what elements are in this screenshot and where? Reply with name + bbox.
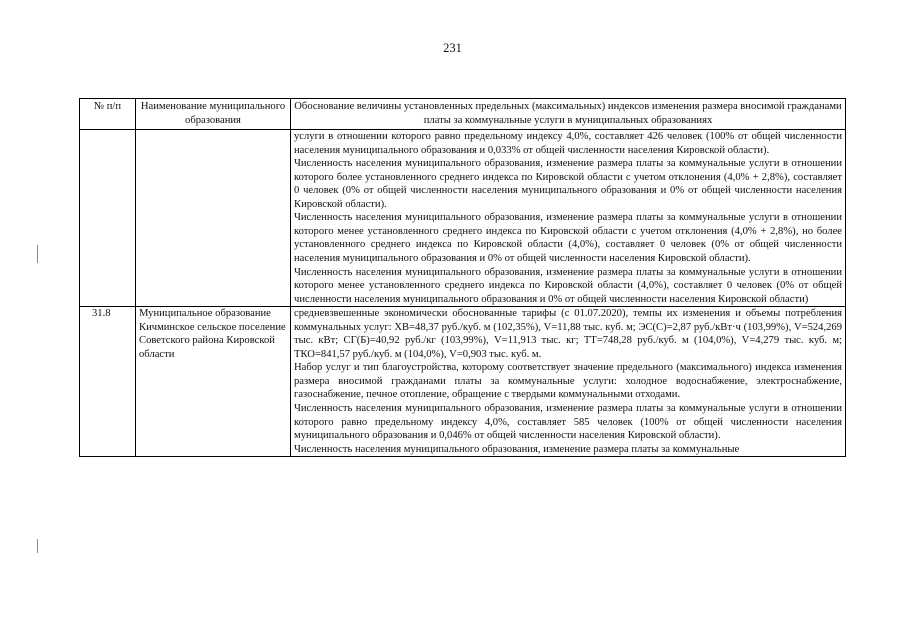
row-justification <box>291 307 846 457</box>
header-name: Наименование муниципального образования <box>136 99 291 130</box>
row-name <box>136 130 291 307</box>
margin-mark-top <box>37 245 38 263</box>
justification-paragraph: средневзвешенные экономически обоснованные тарифы (с 01.07.2020), темпы их изменения и объемы потребления коммунальных услуг: ХВ=48,37 руб./куб. м (102,35%), V=11,88 тыс. куб. м; ЭС(С)=2,87 руб./кВт·ч (103,99%), V=524,269 тыс. кВт; СГ(Б)=40,92 руб./кг (103,99%), V=11,913 тыс. кг; ТТ=748,28 руб./куб. м (104,0%), V=4,279 тыс. куб. м; ТКО=841,57 руб./куб. м (104,0%), V=0,903 тыс. куб. м. <box>294 308 842 360</box>
header-justification: Обоснование величины установленных предельных (максимальных) индексов изменения размера вносимой гражданами платы за коммунальные услуги в муниципальных образованиях <box>291 99 846 130</box>
justification-paragraph: Численность населения муниципального образования, изменение размера платы за коммунальные услуги в отношении которого более установленного среднего индекса по Кировской области с учетом отклонения (4,0% + 2,8%), составляет 0 человек (0% от общей численности населения муниципального образования и 0% от общей численности населения Кировской области). <box>294 158 842 210</box>
justification-paragraph: услуги в отношении которого равно предельному индексу 4,0%, составляет 426 человек (100% от общей численности населения муниципального образования и 0,033% от общей численности населения Кировской области). <box>294 131 842 156</box>
page-number: 231 <box>443 41 462 55</box>
row-name: Муниципальное образование Кичминское сельское поселение Советского района Кировской области <box>136 307 291 457</box>
justification-paragraph: Численность населения муниципального образования, изменение размера платы за коммунальные услуги в отношении которого менее установленного среднего индекса по Кировской области с учетом отклонения (4,0% + 2,8%), но более установленного среднего индекса по Кировской области (4,0%), составляет 0 человек (0% от общей численности населения муниципального образования и 0% от общей численности населения Кировской области). <box>294 212 842 265</box>
margin-mark-bottom <box>37 539 38 553</box>
row-num <box>80 130 136 307</box>
table-row <box>80 130 846 307</box>
header-num: № п/п <box>80 99 136 130</box>
row-justification <box>291 130 846 307</box>
table-header-row <box>80 99 846 130</box>
justification-paragraph: Набор услуг и тип благоустройства, которому соответствует значение предельного (максимального) индекса изменения размера вносимой гражданами платы за коммунальные услуги: холодное водоснабжение, электроснабжение, газоснабжение, печное отопление, обращение с твердыми коммунальными отходами. <box>294 362 842 401</box>
justification-paragraph: Численность населения муниципального образования, изменение размера платы за коммунальные услуги в отношении которого равно предельному индексу 4,0%, составляет 585 человек (100% от общей численности населения муниципального образования и 0,046% от общей численности населения Кировской области). <box>294 403 842 442</box>
justification-paragraph: Численность населения муниципального образования, изменение размера платы за коммунальные услуги в отношении которого менее установленного среднего индекса по Кировской области (4,0%), составляет 0 человек (0% от общей численности населения муниципального образования и 0% от общей численности населения Кировской области) <box>294 266 842 305</box>
justification-paragraph: Численность населения муниципального образования, изменение размера платы за коммунальные <box>294 443 740 455</box>
justification-table <box>79 98 846 457</box>
table-row <box>80 307 846 457</box>
row-num: 31.8 <box>80 307 136 457</box>
